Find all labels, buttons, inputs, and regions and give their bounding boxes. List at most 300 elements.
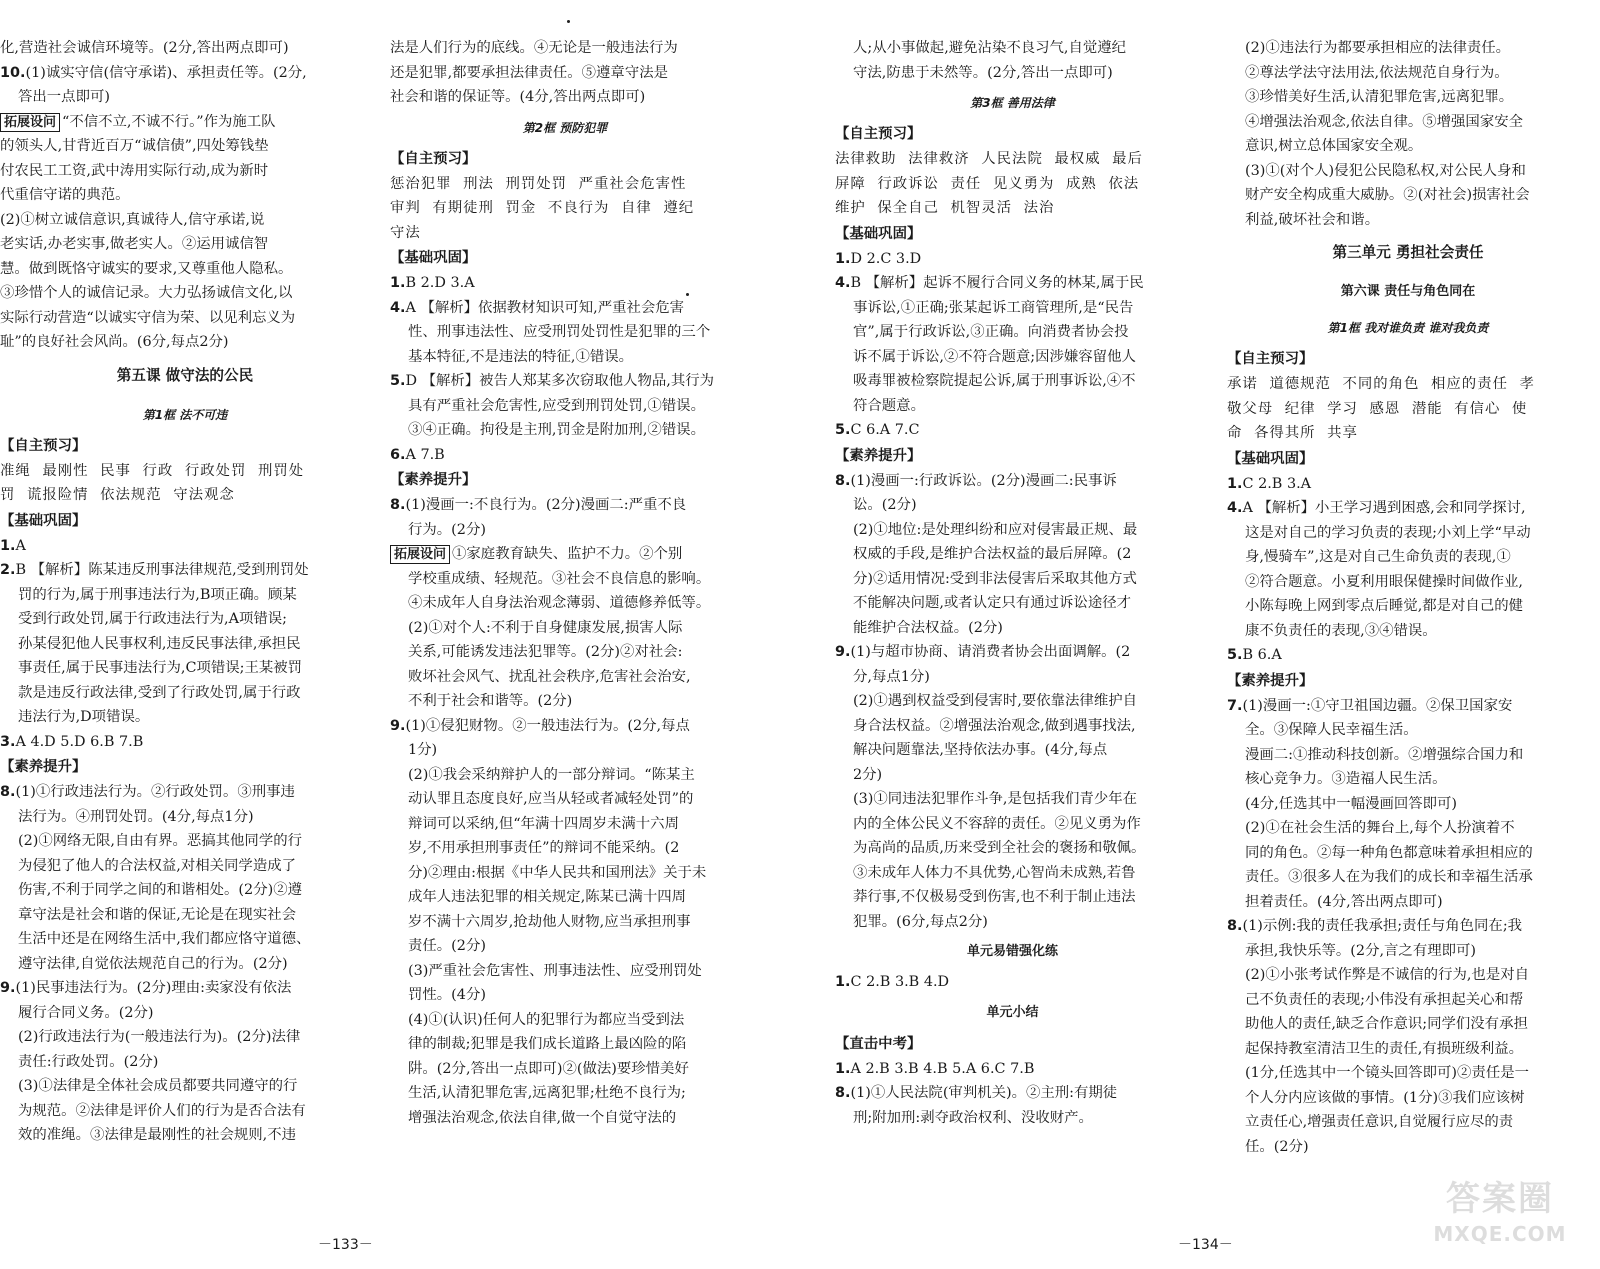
line-text: (2)①在社会生活的舞台上,每个人扮演着不 bbox=[1245, 820, 1515, 836]
text-line bbox=[0, 705, 370, 730]
line-text: 刑;附加刑:剥夺政治权利、没收财产。 bbox=[853, 1109, 1093, 1126]
section-label: 【素养提升】 bbox=[0, 759, 87, 775]
line-text: 同的角色。②每一种角色都意味着承担相应的 bbox=[1245, 844, 1533, 861]
text-line bbox=[1227, 521, 1589, 546]
line-text: ③④正确。拘役是主刑,罚金是附加刑,②错误。 bbox=[408, 422, 705, 438]
text-line bbox=[835, 787, 1190, 812]
line-text: 符合题意。 bbox=[853, 397, 925, 414]
text-line bbox=[390, 369, 740, 394]
line-text: 核心竞争力。③造福人民生活。 bbox=[1245, 771, 1447, 787]
text-line bbox=[390, 714, 740, 739]
line-text: 老实话,办老实事,做老实人。②运用诚信智 bbox=[0, 236, 269, 252]
text-line bbox=[0, 257, 370, 282]
line-text: 守法,防患于未然等。(2分,答出一点即可) bbox=[853, 64, 1113, 81]
text-line bbox=[390, 493, 740, 518]
text-line bbox=[835, 970, 1190, 995]
line-text: (1)①行政违法行为。②行政处罚。③刑事违 bbox=[15, 784, 295, 800]
line-text: 事责任,属于民事违法行为,C项错误;王某被罚 bbox=[18, 660, 303, 676]
column-4 bbox=[1227, 36, 1589, 1229]
line-text: 辩词可以采纳,但“年满十四周岁未满十六周 bbox=[408, 815, 679, 832]
text-line bbox=[390, 271, 740, 296]
text-line bbox=[835, 542, 1190, 567]
text-line bbox=[0, 730, 370, 755]
line-text: (2)①树立诚信意识,真诚待人,信守承诺,说 bbox=[0, 211, 265, 228]
text-line bbox=[390, 61, 740, 86]
text-line bbox=[1227, 939, 1589, 964]
text-line bbox=[1227, 1061, 1589, 1086]
text-line bbox=[0, 330, 370, 355]
line-text: 担着责任。(4分,答出两点即可) bbox=[1245, 893, 1443, 910]
line-text: 莽行事,不仅极易受到伤害,也不利于制止违法 bbox=[853, 889, 1136, 905]
text-line bbox=[1227, 545, 1589, 570]
text-line bbox=[1227, 865, 1589, 890]
line-text: 性、刑事违法性、应受刑罚处罚性是犯罪的三个 bbox=[408, 324, 711, 340]
line-text: 实际行动营造“以诚实守信为荣、以见利忘义为 bbox=[0, 309, 296, 326]
line-text: B 2.D 3.A bbox=[405, 275, 475, 291]
line-text: (2)行政违法行为(一般违法行为)。(2分)法律 bbox=[18, 1029, 301, 1045]
line-text: 违法行为,D项错误。 bbox=[18, 709, 150, 725]
lesson-heading: 第五课 做守法的公民 bbox=[116, 366, 254, 384]
line-text: B 【解析】起诉不履行合同义务的林某,属于民 bbox=[850, 275, 1144, 291]
line-text: 能维护合法权益。(2分) bbox=[853, 619, 1003, 636]
line-text: 阱。(2分,答出一点即可)②(做法)要珍惜美好 bbox=[408, 1060, 689, 1077]
text-line bbox=[0, 232, 370, 257]
line-text: 犯罪。(6分,每点2分) bbox=[853, 913, 988, 930]
line-text: 己不负责任的表现;小伟没有承担起关心和帮 bbox=[1245, 991, 1524, 1008]
text-line bbox=[835, 36, 1190, 61]
line-text: 诉不属于诉讼,②不符合题意;因涉嫌容留他人 bbox=[853, 348, 1136, 365]
question-number: 4. bbox=[390, 299, 406, 316]
line-text: D 2.C 3.D bbox=[850, 250, 922, 267]
line-text: 社会和谐的保证等。(4分,答出两点即可) bbox=[390, 89, 646, 105]
extension-question bbox=[0, 110, 370, 135]
text-line bbox=[1227, 963, 1589, 988]
text-line bbox=[835, 247, 1190, 272]
column-3 bbox=[835, 36, 1190, 1229]
line-text: 学校重成绩、轻规范。③社会不良信息的影响。 bbox=[408, 570, 711, 587]
line-text: 责任。(2分) bbox=[408, 938, 486, 954]
line-text: 罚性。(4分) bbox=[408, 987, 486, 1003]
line-text: 耻”的良好社会风尚。(6分,每点2分) bbox=[0, 334, 229, 350]
question-number: 9. bbox=[835, 644, 851, 660]
line-text: 内的全体公民义不容辞的责任。②见义勇为作 bbox=[853, 815, 1141, 832]
line-text: 孙某侵犯他人民事权利,违反民事法律,承担民 bbox=[18, 635, 301, 652]
line-text: 1分) bbox=[408, 742, 438, 758]
text-line bbox=[1227, 110, 1589, 135]
line-text: 康不负责任的表现,③④错误。 bbox=[1245, 622, 1437, 639]
subsection-heading: 第1框 我对谁负责 谁对我负责 bbox=[1327, 321, 1489, 335]
text-line bbox=[390, 418, 740, 443]
text-line bbox=[390, 1032, 740, 1057]
text-line bbox=[835, 320, 1190, 345]
line-text: (1)与超市协商、请消费者协会出面调解。(2 bbox=[850, 644, 1131, 660]
text-line bbox=[390, 591, 740, 616]
line-text: 个人分内应该做的事情。(1分)③我们应该树 bbox=[1245, 1089, 1525, 1106]
page-left bbox=[0, 36, 790, 1229]
text-line bbox=[1227, 496, 1589, 521]
line-text: 罚的行为,属于刑事违法行为,B项正确。顾某 bbox=[18, 586, 297, 603]
question-number: 2. bbox=[0, 562, 16, 578]
text-line bbox=[390, 787, 740, 812]
section-label: 【自主预习】 bbox=[835, 126, 922, 142]
text-line bbox=[0, 878, 370, 903]
line-text: ③未成年人体力不具优势,心智尚未成熟,若鲁 bbox=[853, 864, 1136, 881]
text-line bbox=[835, 714, 1190, 739]
text-line bbox=[835, 345, 1190, 370]
line-text: 解决问题靠法,坚持依法办事。(4分,每点 bbox=[853, 742, 1108, 758]
text-line bbox=[390, 1057, 740, 1082]
text-line bbox=[1227, 159, 1589, 184]
line-text: (1)民事违法行为。(2分)理由:卖家没有依法 bbox=[15, 980, 292, 996]
text-line bbox=[0, 805, 370, 830]
line-text: 任。(2分) bbox=[1245, 1138, 1309, 1155]
text-line bbox=[0, 1050, 370, 1075]
text-line bbox=[835, 885, 1190, 910]
line-text: 承担,我快乐等。(2分,言之有理即可) bbox=[1245, 942, 1477, 959]
line-text: (2)①违法行为都要承担相应的法律责任。 bbox=[1245, 40, 1511, 56]
lesson-heading: 第三单元 勇担社会责任 bbox=[1332, 244, 1484, 261]
text-line bbox=[1227, 36, 1589, 61]
watermark-url: MXQE.COM bbox=[1433, 1222, 1567, 1246]
line-text: (2)①地位:是处理纠纷和应对侵害最正规、最 bbox=[853, 521, 1138, 538]
line-text: B 【解析】陈某违反刑事法律规范,受到刑罚处 bbox=[15, 562, 309, 578]
text-line bbox=[0, 558, 370, 583]
text-line bbox=[835, 836, 1190, 861]
line-text: 伤害,不利于同学之间的和谐相处。(2分)②遵 bbox=[18, 882, 302, 898]
text-line bbox=[390, 320, 740, 345]
line-text: 关系,可能诱发违法犯罪等。(2分)②对社会: bbox=[408, 644, 683, 660]
line-text: 小陈每晚上网到零点后睡觉,都是对自己的健 bbox=[1245, 598, 1523, 614]
question-number: 9. bbox=[390, 717, 406, 734]
text-line bbox=[390, 1081, 740, 1106]
line-text: 生活中还是在网络生活中,我们都应恪守道德、 bbox=[18, 931, 311, 947]
line-text: 立责任心,增强责任意识,自觉履行应尽的责 bbox=[1245, 1114, 1514, 1130]
text-line bbox=[390, 394, 740, 419]
question-number: 4. bbox=[835, 275, 851, 291]
line-text: 慧。做到既恪守诚实的要求,又尊重他人隐私。 bbox=[0, 260, 293, 277]
line-text: (1)漫画一:①守卫祖国边疆。②保卫国家安 bbox=[1242, 697, 1513, 714]
text-line bbox=[390, 85, 740, 110]
text-line bbox=[835, 493, 1190, 518]
keyword-line: 承诺 道德规范 不同的角色 相应的责任 孝 bbox=[1227, 376, 1535, 392]
subsection-heading: 第1框 法不可违 bbox=[142, 407, 228, 422]
text-line bbox=[0, 607, 370, 632]
line-text: C 2.B 3.B 4.D bbox=[850, 974, 950, 990]
line-text: 付农民工工资,武中涛用实际行动,成为新时 bbox=[0, 162, 269, 179]
question-number: 1. bbox=[1227, 475, 1243, 492]
text-line bbox=[390, 518, 740, 543]
line-text: 全。③保障人民幸福生活。 bbox=[1245, 722, 1418, 738]
line-text: 效的准绳。③法律是最刚性的社会规则,不违 bbox=[18, 1127, 296, 1143]
line-text: C 6.A 7.C bbox=[850, 422, 920, 438]
line-text: 不能解决问题,或者认定只有通过诉讼途径才 bbox=[853, 595, 1131, 611]
text-line bbox=[1227, 767, 1589, 792]
line-text: 责任:行政处罚。(2分) bbox=[18, 1053, 159, 1070]
line-text: 败坏社会风气、扰乱社会秩序,危害社会治安, bbox=[408, 668, 691, 685]
text-line bbox=[0, 632, 370, 657]
text-line bbox=[1227, 816, 1589, 841]
text-line bbox=[390, 689, 740, 714]
text-line bbox=[390, 812, 740, 837]
text-line bbox=[835, 640, 1190, 665]
line-text: 代重信守诺的典范。 bbox=[0, 187, 130, 203]
line-text: B 6.A bbox=[1242, 647, 1282, 663]
question-number: 8. bbox=[835, 1085, 851, 1101]
line-text: (2)①遇到权益受到侵害时,要依靠法律维护自 bbox=[853, 693, 1137, 709]
line-text: (1)诚实守信(信守承诺)、承担责任等。(2分, bbox=[25, 64, 307, 81]
line-text: 权威的手段,是维护合法权益的最后屏障。(2 bbox=[853, 546, 1132, 562]
line-text: (3)①同违法犯罪作斗争,是包括我们青少年在 bbox=[853, 791, 1137, 807]
text-line bbox=[835, 1081, 1190, 1106]
line-text: 法是人们行为的底线。④无论是一般违法行为 bbox=[390, 40, 678, 56]
line-text: 生活,认清犯罪危害,远离犯罪;杜绝不良行为; bbox=[408, 1085, 686, 1101]
line-text: 动认罪且态度良好,应当从轻或者减轻处罚”的 bbox=[408, 791, 694, 807]
keyword-line: 命 各得其所 共享 bbox=[1227, 425, 1358, 441]
text-line bbox=[0, 976, 370, 1001]
text-line bbox=[0, 159, 370, 184]
text-line bbox=[835, 861, 1190, 886]
text-line bbox=[835, 418, 1190, 443]
line-text: 履行合同义务。(2分) bbox=[18, 1004, 154, 1021]
line-text: 的领头人,甘背近百万“诚信债”,四处筹钱垫 bbox=[0, 138, 269, 154]
subsection-heading: 第3框 善用法律 bbox=[970, 96, 1055, 110]
text-line bbox=[0, 1123, 370, 1148]
text-line bbox=[835, 296, 1190, 321]
text-line bbox=[390, 983, 740, 1008]
page-right bbox=[835, 36, 1600, 1229]
line-text: 分,每点1分) bbox=[853, 668, 930, 685]
text-line bbox=[1227, 208, 1589, 233]
text-line bbox=[1227, 1110, 1589, 1135]
decorative-dot bbox=[567, 20, 570, 23]
page-number-right: －134－ bbox=[1178, 1236, 1233, 1253]
subsection-heading: 第2框 预防犯罪 bbox=[522, 120, 608, 135]
section-label: 【自主预习】 bbox=[1227, 351, 1314, 367]
text-line bbox=[0, 681, 370, 706]
text-line bbox=[0, 927, 370, 952]
section-label: 【素养提升】 bbox=[835, 447, 922, 464]
text-line bbox=[1227, 1086, 1589, 1111]
keyword-line: 法律救助 法律救济 人民法院 最权威 最后 bbox=[835, 151, 1143, 167]
text-line bbox=[835, 61, 1190, 86]
section-heading: 单元小结 bbox=[986, 1004, 1039, 1020]
question-number: 8. bbox=[835, 472, 851, 489]
question-number: 8. bbox=[1227, 918, 1243, 934]
text-line bbox=[390, 616, 740, 641]
text-line bbox=[835, 469, 1190, 494]
line-text: ③珍惜个人的诚信记录。大力弘扬诚信文化,以 bbox=[0, 285, 293, 301]
line-text: (4)①(认识)任何人的犯罪行为都应当受到法 bbox=[408, 1011, 685, 1028]
line-text: 起保持教室清洁卫生的责任,有损班级利益。 bbox=[1245, 1040, 1523, 1057]
text-line bbox=[0, 854, 370, 879]
text-line bbox=[0, 534, 370, 559]
question-number: 5. bbox=[1227, 647, 1243, 663]
keyword-line: 守法 bbox=[390, 224, 421, 241]
question-number: 1. bbox=[0, 537, 16, 554]
text-line bbox=[1227, 694, 1589, 719]
line-text: 款是违反行政法律,受到了行政处罚,属于行政 bbox=[18, 684, 301, 701]
line-text: 身,慢骑车”,这是对自己生命负责的表现,① bbox=[1245, 549, 1511, 565]
line-text: 事诉讼,①正确;张某起诉工商管理所,是“民告 bbox=[853, 299, 1134, 316]
question-number: 3. bbox=[0, 733, 16, 750]
line-text: (3)严重社会危害性、刑事违法性、应受刑罚处 bbox=[408, 962, 702, 979]
line-text: (3)①(对个人)侵犯公民隐私权,对公民人身和 bbox=[1245, 162, 1526, 179]
line-text: A 2.B 3.B 4.B 5.A 6.C 7.B bbox=[850, 1060, 1035, 1077]
text-line bbox=[390, 934, 740, 959]
watermark-text: 答案圈 bbox=[1446, 1179, 1554, 1219]
line-text: (2)①我会采纳辩护人的一部分辩词。“陈某主 bbox=[408, 766, 695, 783]
text-line bbox=[835, 665, 1190, 690]
text-line bbox=[0, 1074, 370, 1099]
text-line bbox=[835, 812, 1190, 837]
section-label: 【基础巩固】 bbox=[835, 225, 922, 242]
text-line bbox=[390, 665, 740, 690]
line-text: (1)漫画一:行政诉讼。(2分)漫画二:民事诉 bbox=[850, 472, 1117, 489]
line-text: 意识,树立总体国家安全观。 bbox=[1245, 138, 1423, 154]
text-line bbox=[390, 36, 740, 61]
text-line bbox=[835, 689, 1190, 714]
text-line bbox=[390, 443, 740, 468]
line-text: 吸毒罪被检察院提起公诉,属于刑事诉讼,④不 bbox=[853, 373, 1136, 389]
line-text: ④未成年人自身法治观念薄弱、道德修养低等。 bbox=[408, 595, 711, 611]
question-number: 7. bbox=[1227, 697, 1243, 714]
extension-text: “不信不立,不诚不行。”作为施工队 bbox=[62, 113, 276, 130]
extension-tag: 拓展设问 bbox=[0, 113, 60, 132]
line-text: (2)①小张考试作弊是不诚信的行为,也是对自 bbox=[1245, 967, 1529, 983]
line-text: 分)②理由:根据《中华人民共和国刑法》关于未 bbox=[408, 864, 707, 881]
text-line bbox=[0, 1099, 370, 1124]
line-text: 不利于社会和谐等。(2分) bbox=[408, 693, 573, 709]
extension-question bbox=[390, 542, 740, 567]
line-text: (1)①人民法院(审判机关)。②主刑:有期徒 bbox=[850, 1085, 1118, 1101]
line-text: 财产安全构成重大威胁。②(对社会)损害社会 bbox=[1245, 187, 1530, 203]
text-line bbox=[1227, 594, 1589, 619]
extension-tag: 拓展设问 bbox=[390, 545, 450, 564]
line-text: (1分,任选其中一个镜头回答即可)②责任是一 bbox=[1245, 1065, 1529, 1081]
text-line bbox=[0, 780, 370, 805]
text-line bbox=[0, 583, 370, 608]
text-line bbox=[390, 345, 740, 370]
text-line bbox=[835, 738, 1190, 763]
text-line bbox=[0, 61, 370, 86]
text-line bbox=[0, 306, 370, 331]
question-number: 9. bbox=[0, 980, 16, 996]
text-line bbox=[390, 1106, 740, 1131]
line-text: 遵守法律,自觉依法规范自己的行为。(2分) bbox=[18, 955, 288, 972]
line-text: A 4.D 5.D 6.B 7.B bbox=[15, 733, 144, 750]
line-text: 章守法是社会和谐的保证,无论是在现实社会 bbox=[18, 906, 296, 923]
line-text: 助他人的责任,缺乏合作意识;同学们没有承担 bbox=[1245, 1016, 1528, 1032]
text-line bbox=[0, 281, 370, 306]
text-line bbox=[1227, 183, 1589, 208]
text-line bbox=[390, 836, 740, 861]
text-line bbox=[1227, 1012, 1589, 1037]
text-line bbox=[835, 394, 1190, 419]
line-text: (3)①法律是全体社会成员都要共同遵守的行 bbox=[18, 1078, 298, 1094]
text-line bbox=[0, 208, 370, 233]
text-line bbox=[835, 591, 1190, 616]
line-text: A bbox=[15, 537, 26, 554]
text-line bbox=[835, 763, 1190, 788]
text-line bbox=[390, 861, 740, 886]
line-text: 化,营造社会诚信环境等。(2分,答出两点即可) bbox=[0, 40, 289, 56]
question-number: 6. bbox=[390, 446, 406, 463]
decorative-dot bbox=[686, 293, 689, 296]
text-line bbox=[1227, 988, 1589, 1013]
line-text: ④增强法治观念,依法自律。⑤增强国家安全 bbox=[1245, 113, 1523, 130]
line-text: (4分,任选其中一幅漫画回答即可) bbox=[1245, 795, 1458, 812]
line-text: ②尊法学法守法用法,依法规范自身行为。 bbox=[1245, 64, 1509, 81]
text-line bbox=[1227, 643, 1589, 668]
line-text: 责任。③很多人在为我们的成长和幸福生活承 bbox=[1245, 869, 1533, 885]
text-line bbox=[390, 959, 740, 984]
line-text: 人;从小事做起,避免沾染不良习气,自觉遵纪 bbox=[853, 40, 1127, 56]
text-line bbox=[1227, 472, 1589, 497]
text-line bbox=[0, 183, 370, 208]
section-label: 【自主预习】 bbox=[0, 437, 87, 454]
question-number: 4. bbox=[1227, 500, 1243, 516]
text-line bbox=[835, 271, 1190, 296]
text-line bbox=[1227, 1135, 1589, 1160]
line-text: A 【解析】小王学习遇到困惑,会和同学探讨, bbox=[1242, 500, 1526, 516]
line-text: 2分) bbox=[853, 766, 883, 783]
text-line bbox=[0, 656, 370, 681]
text-line bbox=[1227, 841, 1589, 866]
section-label: 【素养提升】 bbox=[1227, 672, 1314, 689]
line-text: (2)①对个人:不利于自身健康发展,损害人际 bbox=[408, 619, 683, 636]
text-line bbox=[0, 36, 370, 61]
line-text: 行为。(2分) bbox=[408, 521, 486, 538]
text-line bbox=[1227, 134, 1589, 159]
line-text: 成年人违法犯罪的相关规定,陈某已满十四周 bbox=[408, 889, 686, 905]
line-text: A 【解析】依据教材知识可知,严重社会危害 bbox=[405, 299, 685, 316]
text-line bbox=[1227, 570, 1589, 595]
text-line bbox=[835, 567, 1190, 592]
text-line bbox=[390, 738, 740, 763]
keyword-line: 审判 有期徒刑 罚金 不良行为 自律 遵纪 bbox=[390, 200, 695, 216]
line-text: 漫画二:①推动科技创新。②增强综合国力和 bbox=[1245, 746, 1524, 763]
text-line bbox=[390, 567, 740, 592]
line-text: (1)漫画一:不良行为。(2分)漫画二:严重不良 bbox=[405, 497, 687, 513]
text-line bbox=[1227, 718, 1589, 743]
text-line bbox=[390, 763, 740, 788]
text-line bbox=[390, 885, 740, 910]
text-line bbox=[835, 1106, 1190, 1131]
section-label: 【素养提升】 bbox=[390, 472, 477, 488]
line-text: A 7.B bbox=[405, 446, 445, 463]
line-text: 身合法权益。②增强法治观念,做到遇事找法, bbox=[853, 717, 1136, 734]
line-text: 讼。(2分) bbox=[853, 497, 917, 513]
line-text: 为规范。②法律是评价人们的行为是否合法有 bbox=[18, 1102, 306, 1119]
line-text: 还是犯罪,都要承担法律责任。⑤遵章守法是 bbox=[390, 64, 668, 81]
keyword-line: 敬父母 纪律 学习 感恩 潜能 有信心 使 bbox=[1227, 400, 1528, 417]
text-line bbox=[835, 910, 1190, 935]
section-heading: 单元易错强化练 bbox=[966, 944, 1058, 959]
text-line bbox=[390, 640, 740, 665]
line-text: D 【解析】被告人郑某多次窃取他人物品,其行为 bbox=[405, 373, 714, 389]
question-number: 8. bbox=[0, 784, 16, 800]
text-line bbox=[1227, 1037, 1589, 1062]
text-line bbox=[835, 1057, 1190, 1082]
text-line bbox=[835, 369, 1190, 394]
section-label: 【基础巩固】 bbox=[390, 250, 477, 266]
text-line bbox=[0, 85, 370, 110]
line-text: (2)①网络无限,自由有界。恶搞其他同学的行 bbox=[18, 833, 302, 849]
text-line bbox=[390, 296, 740, 321]
keyword-line: 准绳 最刚性 民事 行政 行政处罚 刑罚处 bbox=[0, 462, 305, 479]
line-text: 答出一点即可) bbox=[18, 89, 110, 105]
text-line bbox=[0, 952, 370, 977]
